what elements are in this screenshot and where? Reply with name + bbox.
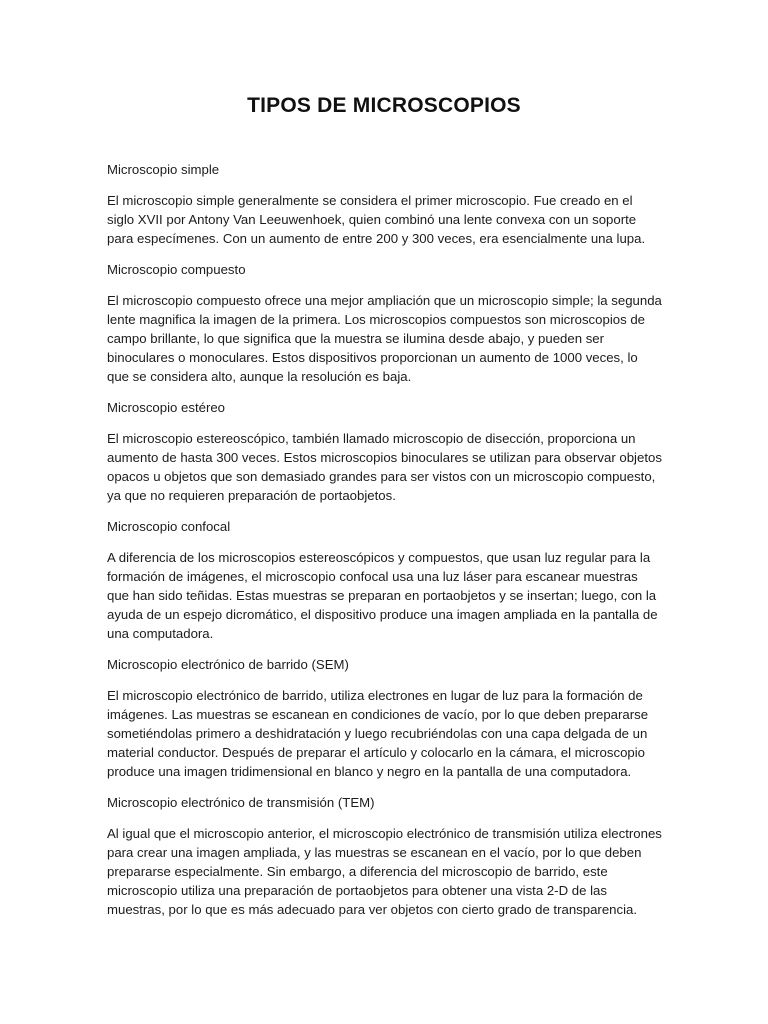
section-paragraph: El microscopio estereoscópico, también llamado microscopio de disección, proporciona un aumento de hasta 300 veces. Estos microscopios binoculares se utilizan para observar objetos opacos u objetos que son demasiado grandes para ser vistos con un microscopio compuesto, ya que no requieren preparación de portaobjetos. (107, 431, 662, 503)
section-heading: Microscopio compuesto (107, 262, 246, 277)
section-compuesto (107, 260, 663, 386)
section-heading: Microscopio simple (107, 162, 220, 177)
section-heading: Microscopio electrónico de barrido (SEM) (107, 657, 349, 672)
document-body (107, 160, 663, 931)
section-heading: Microscopio estéreo (107, 400, 226, 415)
section-paragraph: A diferencia de los microscopios estereoscópicos y compuestos, que usan luz regular para la formación de imágenes, el microscopio confocal usa una luz láser para escanear muestras que han sido teñidas. Estas muestras se preparan en portaobjetos y se insertan; luego, con la ayuda de un espejo dicromático, el dispositivo produce una imagen ampliada en la pantalla de una computadora. (107, 550, 658, 641)
section-paragraph: Al igual que el microscopio anterior, el microscopio electrónico de transmisión utiliza electrones para crear una imagen ampliada, y las muestras se escanean en el vacío, por lo que deben prepararse especialmente. Sin embargo, a diferencia del microscopio de barrido, este microscopio utiliza una preparación de portaobjetos para obtener una vista 2-D de las muestras, por lo que es más adecuado para ver objetos con cierto grado de transparencia. (107, 826, 662, 917)
section-sem (107, 655, 663, 781)
section-confocal (107, 517, 663, 643)
section-paragraph: El microscopio compuesto ofrece una mejor ampliación que un microscopio simple; la segunda lente magnifica la imagen de la primera. Los microscopios compuestos son microscopios de campo brillante, lo que significa que la muestra se ilumina desde abajo, y pueden ser binoculares o monoculares. Estos dispositivos proporcionan un aumento de 1000 veces, lo que se considera alto, aunque la resolución es baja. (107, 293, 662, 384)
section-simple (107, 160, 663, 248)
section-estereo (107, 398, 663, 505)
section-heading: Microscopio electrónico de transmisión (TEM) (107, 795, 375, 810)
section-paragraph: El microscopio electrónico de barrido, utiliza electrones en lugar de luz para la formación de imágenes. Las muestras se escanean en condiciones de vacío, por lo que deben prepararse sometiéndolas primero a deshidratación y luego recubriéndolas con una capa delgada de un material conductor. Después de preparar el artículo y colocarlo en la cámara, el microscopio produce una imagen tridimensional en blanco y negro en la pantalla de una computadora. (107, 688, 649, 779)
page-title: TIPOS DE MICROSCOPIOS (247, 94, 521, 117)
section-heading: Microscopio confocal (107, 519, 231, 534)
section-paragraph: El microscopio simple generalmente se considera el primer microscopio. Fue creado en el siglo XVII por Antony Van Leeuwenhoek, quien combinó una lente convexa con un soporte para especímenes. Con un aumento de entre 200 y 300 veces, era esencialmente una lupa. (107, 193, 646, 246)
section-tem (107, 793, 663, 919)
